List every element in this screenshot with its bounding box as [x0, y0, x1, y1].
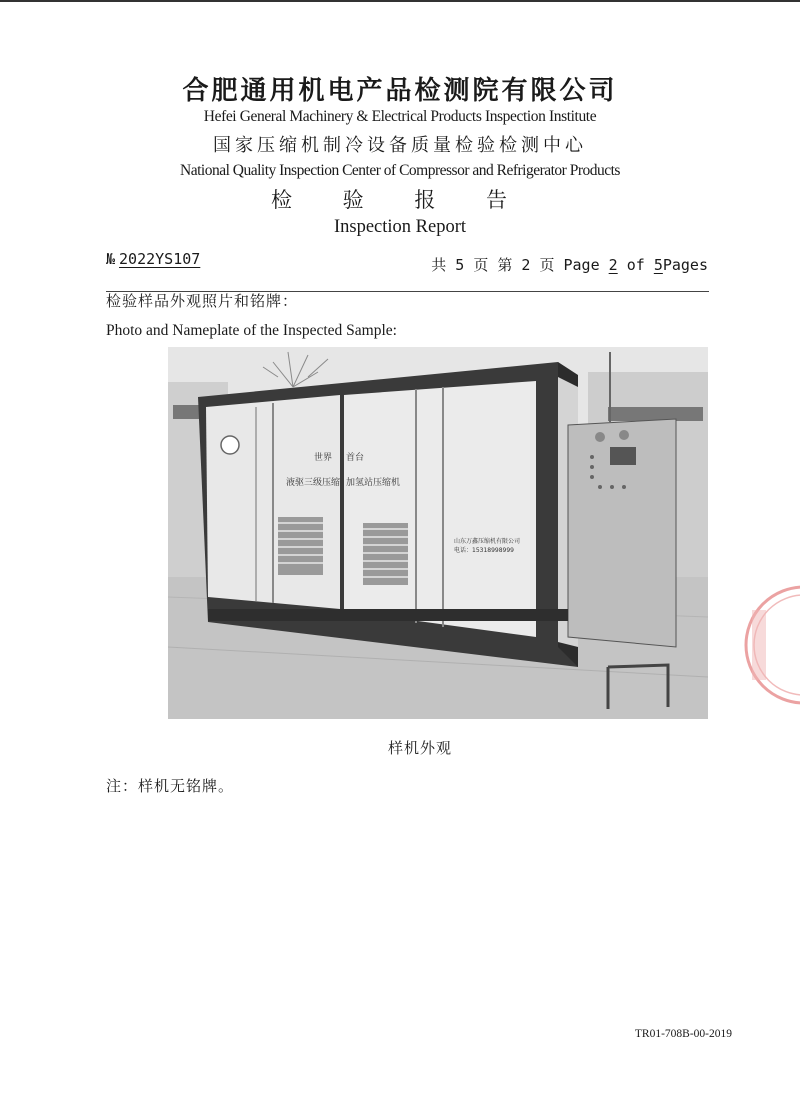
institute-name-cn: 合肥通用机电产品检测院有限公司 [182, 76, 618, 106]
note: 注：样机无铭牌。 [106, 777, 235, 795]
sample-photo [168, 347, 708, 719]
total-pages-en: 5 [653, 256, 663, 274]
photo-caption: 样机外观 [387, 739, 452, 757]
report-title-cn: 检 验 报 告 [270, 188, 530, 212]
red-stamp [740, 570, 800, 720]
page-text: 页 第 [473, 256, 513, 274]
center-name-cn: 国家压缩机制冷设备质量检验检测中心 [213, 135, 587, 156]
photo-label: 首台 [346, 453, 365, 463]
page-text: 共 [431, 256, 447, 274]
photo-label: 加氢站压缩机 [346, 478, 401, 488]
section-title-en: Photo and Nameplate of the Inspected Sample: [106, 322, 397, 339]
report-number-prefix: № [106, 250, 116, 268]
page-indicator [431, 254, 708, 275]
page-text: 页 Page [539, 256, 600, 274]
photo-label: 世界 [314, 453, 333, 463]
report-title-en: Inspection Report [333, 217, 467, 237]
current-page-en: 2 [608, 256, 618, 274]
report-number [106, 250, 210, 268]
top-border [0, 0, 800, 2]
total-pages: 5 [455, 256, 465, 274]
photo-company: 山东万鑫压缩机有限公司 [454, 538, 521, 545]
photo-phone: 电话：15318998999 [454, 547, 514, 554]
center-name-en: National Quality Inspection Center of Compressor and Refrigerator Products [180, 162, 620, 179]
current-page: 2 [521, 256, 531, 274]
page-text: Pages [662, 256, 708, 274]
footer-code: TR01-708B-00-2019 [634, 1028, 732, 1040]
report-number-value: 2022YS107 [119, 250, 201, 268]
institute-name-en: Hefei General Machinery & Electrical Products Inspection Institute [203, 108, 597, 125]
section-title-cn: 检验样品外观照片和铭牌： [106, 292, 299, 310]
photo-label: 液驱三级压缩 [286, 478, 341, 488]
page-text: of [626, 256, 645, 274]
